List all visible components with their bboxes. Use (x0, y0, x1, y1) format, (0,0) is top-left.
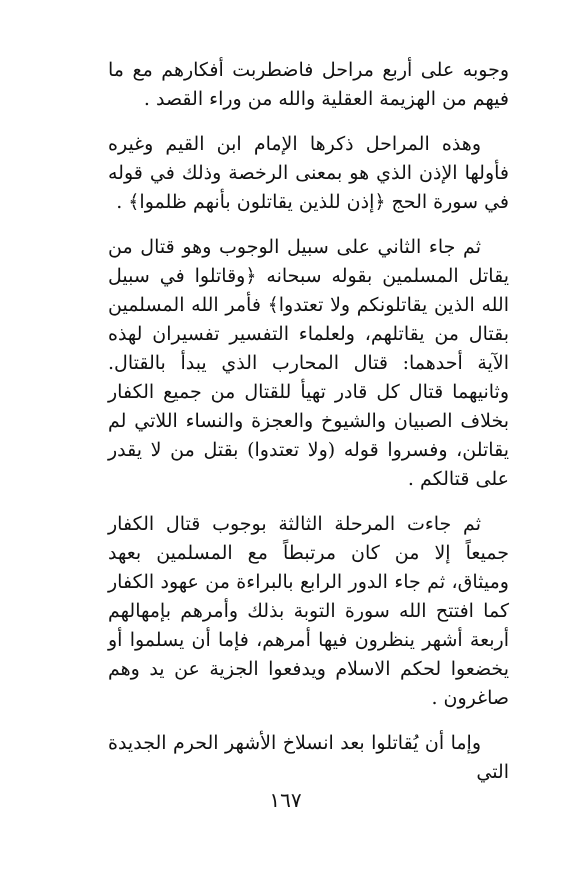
page-number: ١٦٧ (269, 788, 302, 812)
body-text (108, 56, 509, 803)
paragraph-1: وجوبه على أربع مراحل فاضطربت أفكارهم مع ما فيهم من الهزيمة العقلية والله من وراء القصد . (108, 59, 509, 110)
paragraph-4: ثم جاءت المرحلة الثالثة بوجوب قتال الكفار جميعاً إلا من كان مرتبطاً مع المسلمين بعهد وميثاق، ثم جاء الدور الرابع بالبراءة من عهود الكفار كما افتتح الله سورة التوبة بذلك وأمرهم بإمهالهم أربعة أشهر ينظرون فيها أمرهم، فإما أن يسلموا أو يخضعوا لحكم الاسلام ويدفعوا الجزية عن يد وهم صاغرون . (108, 513, 509, 709)
paragraph-2: وهذه المراحل ذكرها الإمام ابن القيم وغيره فأولها الإذن الذي هو بمعنى الرخصة وذلك في قوله في سورة الحج ﴿إذن للذين يقاتلون بأنهم ظلموا﴾ . (108, 133, 509, 213)
paragraph-3: ثم جاء الثاني على سبيل الوجوب وهو قتال من يقاتل المسلمين بقوله سبحانه ﴿وقاتلوا في سبيل الله الذين يقاتلونكم ولا تعتدوا﴾ فأمر الله المسلمين بقتال من يقاتلهم، ولعلماء التفسير تفسيران لهذه الآية أحدهما: قتال المحارب الذي يبدأ بالقتال. وثانيهما قتال كل قادر تهيأ للقتال من جميع الكفار بخلاف الصبيان والشيوخ والعجزة والنساء اللاتي لم يقاتلن، وفسروا قوله (ولا تعتدوا) بقتل من لا يقدر على قتالكم . (108, 236, 509, 490)
paragraph-5: وإما أن يُقاتلوا بعد انسلاخ الأشهر الحرم الجديدة التي (108, 732, 509, 783)
